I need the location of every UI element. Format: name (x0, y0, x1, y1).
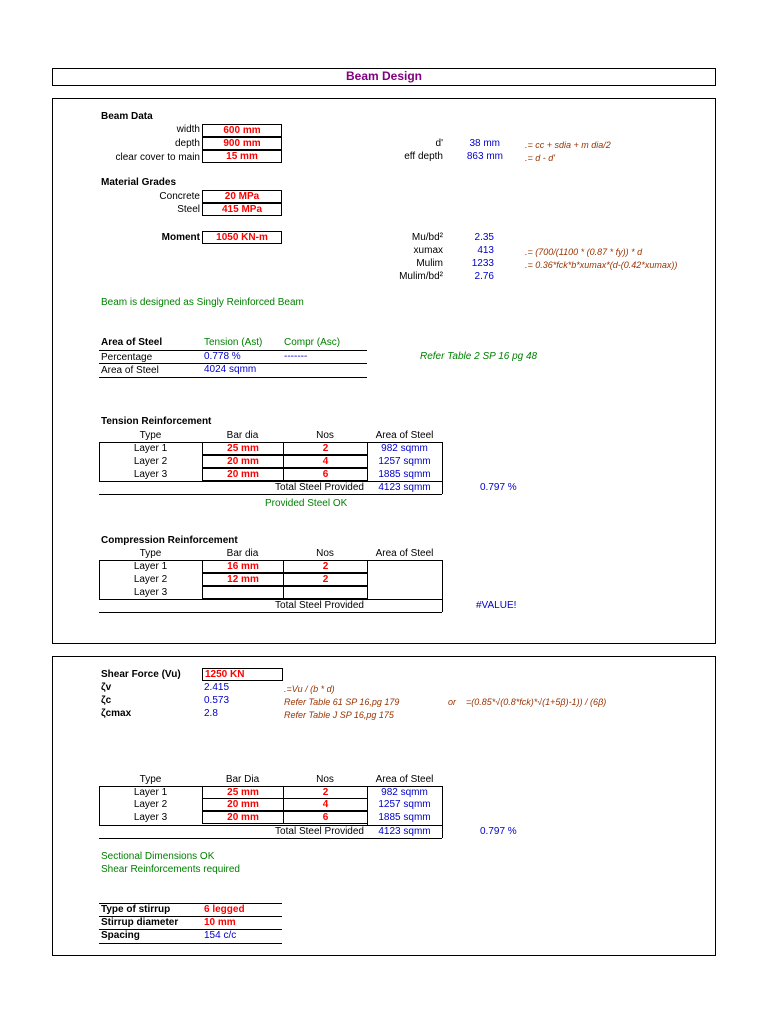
shear-row-dia[interactable]: 20 mm (202, 811, 284, 824)
stirrup-type-label: Type of stirrup (101, 904, 171, 915)
compression-col-type: Type (139, 548, 162, 559)
tc-or: or (448, 697, 457, 707)
stirrup-dia-label: Stirrup diameter (101, 917, 179, 928)
shear-col-nos: Nos (316, 774, 334, 785)
moment-label: Moment (161, 232, 200, 243)
pct-compr: ------- (284, 351, 308, 362)
pct-tension: 0.778 % (204, 351, 241, 362)
tc-label: ζc (101, 695, 112, 706)
shear-total-pct: 0.797 % (480, 826, 517, 837)
tension-status: Provided Steel OK (265, 498, 348, 509)
area-col-tension: Tension (Ast) (204, 337, 263, 348)
tcmax-value: 2.8 (204, 708, 218, 719)
area-tension: 4024 sqmm (204, 364, 257, 375)
shear-reinf-status: Shear Reinforcements required (101, 864, 240, 875)
depth-label: depth (174, 138, 200, 149)
tension-row-nos[interactable]: 4 (283, 455, 368, 468)
shear-table-vline (367, 786, 368, 825)
shear-row-nos[interactable]: 4 (283, 798, 368, 811)
dprime-label: d' (435, 138, 443, 149)
tv-label: ζv (101, 682, 112, 693)
tension-table-vline (442, 442, 443, 494)
pct-label: Percentage (101, 352, 153, 363)
shear-row-dia[interactable]: 25 mm (202, 786, 284, 799)
tc-formula: =(0.85*√(0.8*fck)*√(1+5β)-1)) / (6β) (466, 697, 607, 707)
tension-col-area: Area of Steel (375, 430, 434, 441)
mubd-label: Mu/bd² (411, 232, 443, 243)
tcmax-label: ζcmax (101, 708, 132, 719)
mulimbd-label: Mulim/bd² (399, 271, 443, 282)
area-table-line (99, 377, 367, 378)
tcmax-reference: Refer Table J SP 16,pg 175 (284, 710, 394, 720)
compression-table-vline (442, 560, 443, 612)
stirrup-dia-value[interactable]: 10 mm (204, 917, 236, 928)
tension-total-value: 4123 sqmm (378, 482, 431, 493)
steel-label: Steel (177, 204, 200, 215)
moment-input[interactable]: 1050 KN-m (202, 231, 282, 244)
shear-row-nos[interactable]: 6 (283, 811, 368, 824)
shear-row-dia[interactable]: 20 mm (202, 798, 284, 811)
tv-value: 2.415 (204, 682, 230, 693)
tension-row-type: Layer 1 (133, 443, 168, 454)
shear-table-vline (442, 786, 443, 838)
compression-row-dia[interactable]: 16 mm (202, 560, 284, 573)
tension-col-dia: Bar dia (226, 430, 259, 441)
tc-value: 0.573 (204, 695, 230, 706)
cover-input[interactable]: 15 mm (202, 150, 282, 163)
tension-table-vline (99, 442, 100, 481)
compression-row-nos[interactable] (283, 586, 368, 599)
concrete-label: Concrete (159, 191, 200, 202)
tension-col-nos: Nos (316, 430, 334, 441)
tension-row-nos[interactable]: 6 (283, 468, 368, 481)
tension-table-line (99, 494, 442, 495)
mulim-label: Mulim (416, 258, 443, 269)
area-label: Area of Steel (101, 365, 159, 376)
tension-row-dia[interactable]: 20 mm (202, 468, 284, 481)
compression-total-label: Total Steel Provided (275, 600, 364, 611)
shear-row-type: Layer 3 (133, 812, 168, 823)
steel-input[interactable]: 415 MPa (202, 203, 282, 216)
tension-row-dia[interactable]: 20 mm (202, 455, 284, 468)
compression-row-dia[interactable]: 12 mm (202, 573, 284, 586)
shear-row-type: Layer 1 (133, 787, 168, 798)
effdepth-value: 863 mm (466, 151, 503, 162)
xumax-label: xumax (413, 245, 443, 256)
shear-col-dia: Bar Dia (225, 774, 260, 785)
mubd-value: 2.35 (474, 232, 494, 243)
tension-row-area: 1885 sqmm (378, 469, 431, 480)
concrete-input[interactable]: 20 MPa (202, 190, 282, 203)
design-result: Beam is designed as Singly Reinforced Beam (101, 297, 304, 308)
material-heading: Material Grades (101, 177, 177, 188)
xumax-formula: .= (700/(1100 * (0.87 * fy)) * d (525, 247, 643, 257)
shear-row-area: 1885 sqmm (378, 812, 431, 823)
shear-row-type: Layer 2 (133, 799, 168, 810)
compression-row-type: Layer 3 (133, 587, 168, 598)
compression-row-nos[interactable]: 2 (283, 573, 368, 586)
spacing-label: Spacing (101, 930, 140, 941)
sectional-status: Sectional Dimensions OK (101, 851, 215, 862)
tension-total-label: Total Steel Provided (275, 482, 364, 493)
tension-row-type: Layer 2 (133, 456, 168, 467)
tension-col-type: Type (139, 430, 162, 441)
tension-table-vline (367, 442, 368, 481)
tension-heading: Tension Reinforcement (101, 416, 212, 427)
compression-total-pct: #VALUE! (476, 600, 517, 611)
shear-table-vline (99, 786, 100, 825)
compression-table-vline (99, 560, 100, 599)
effdepth-label: eff depth (404, 151, 443, 162)
shear-table-line (99, 838, 442, 839)
xumax-value: 413 (477, 245, 494, 256)
compression-row-type: Layer 1 (133, 561, 168, 572)
stirrup-type-value[interactable]: 6 legged (204, 904, 245, 915)
tension-row-dia[interactable]: 25 mm (202, 442, 284, 455)
effdepth-formula: .= d - d' (525, 153, 555, 163)
compression-row-dia[interactable] (202, 586, 284, 599)
compression-row-type: Layer 2 (133, 574, 168, 585)
compression-row-nos[interactable]: 2 (283, 560, 368, 573)
mulim-formula: .= 0.36*fck*b*xumax*(d-(0.42*xumax)) (525, 260, 678, 270)
shear-col-type: Type (139, 774, 162, 785)
width-label: width (176, 124, 200, 135)
tension-row-type: Layer 3 (133, 469, 168, 480)
tc-reference: Refer Table 61 SP 16,pg 179 (284, 697, 400, 707)
area-col-compr: Compr (Asc) (284, 337, 341, 348)
area-reference: Refer Table 2 SP 16 pg 48 (420, 351, 538, 362)
spacing-value: 154 c/c (204, 930, 237, 941)
mulim-value: 1233 (471, 258, 494, 269)
page-title: Beam Design (345, 69, 423, 83)
tension-total-pct: 0.797 % (480, 482, 517, 493)
compression-col-nos: Nos (316, 548, 334, 559)
tension-row-nos[interactable]: 2 (283, 442, 368, 455)
tv-formula: .=Vu / (b * d) (284, 684, 335, 694)
compression-col-area: Area of Steel (375, 548, 434, 559)
shear-total-label: Total Steel Provided (275, 826, 364, 837)
depth-input[interactable]: 900 mm (202, 137, 282, 150)
cover-label: clear cover to main (115, 152, 200, 163)
shear-force-input[interactable]: 1250 KN (202, 668, 283, 681)
shear-row-area: 982 sqmm (381, 787, 428, 798)
shear-total-value: 4123 sqmm (378, 826, 431, 837)
shear-row-nos[interactable]: 2 (283, 786, 368, 799)
shear-col-area: Area of Steel (375, 774, 434, 785)
compression-col-dia: Bar dia (226, 548, 259, 559)
shear-force-label: Shear Force (Vu) (101, 669, 181, 680)
tension-row-area: 1257 sqmm (378, 456, 431, 467)
tension-row-area: 982 sqmm (381, 443, 428, 454)
mulimbd-value: 2.76 (474, 271, 494, 282)
width-input[interactable]: 600 mm (202, 124, 282, 137)
beam-data-heading: Beam Data (101, 111, 153, 122)
stirrup-table-line (99, 943, 282, 944)
shear-row-area: 1257 sqmm (378, 799, 431, 810)
area-steel-heading: Area of Steel (101, 337, 163, 348)
compression-table-line (99, 612, 442, 613)
dprime-formula: .= cc + sdia + m dia/2 (525, 140, 611, 150)
compression-heading: Compression Reinforcement (101, 535, 238, 546)
dprime-value: 38 mm (469, 138, 500, 149)
